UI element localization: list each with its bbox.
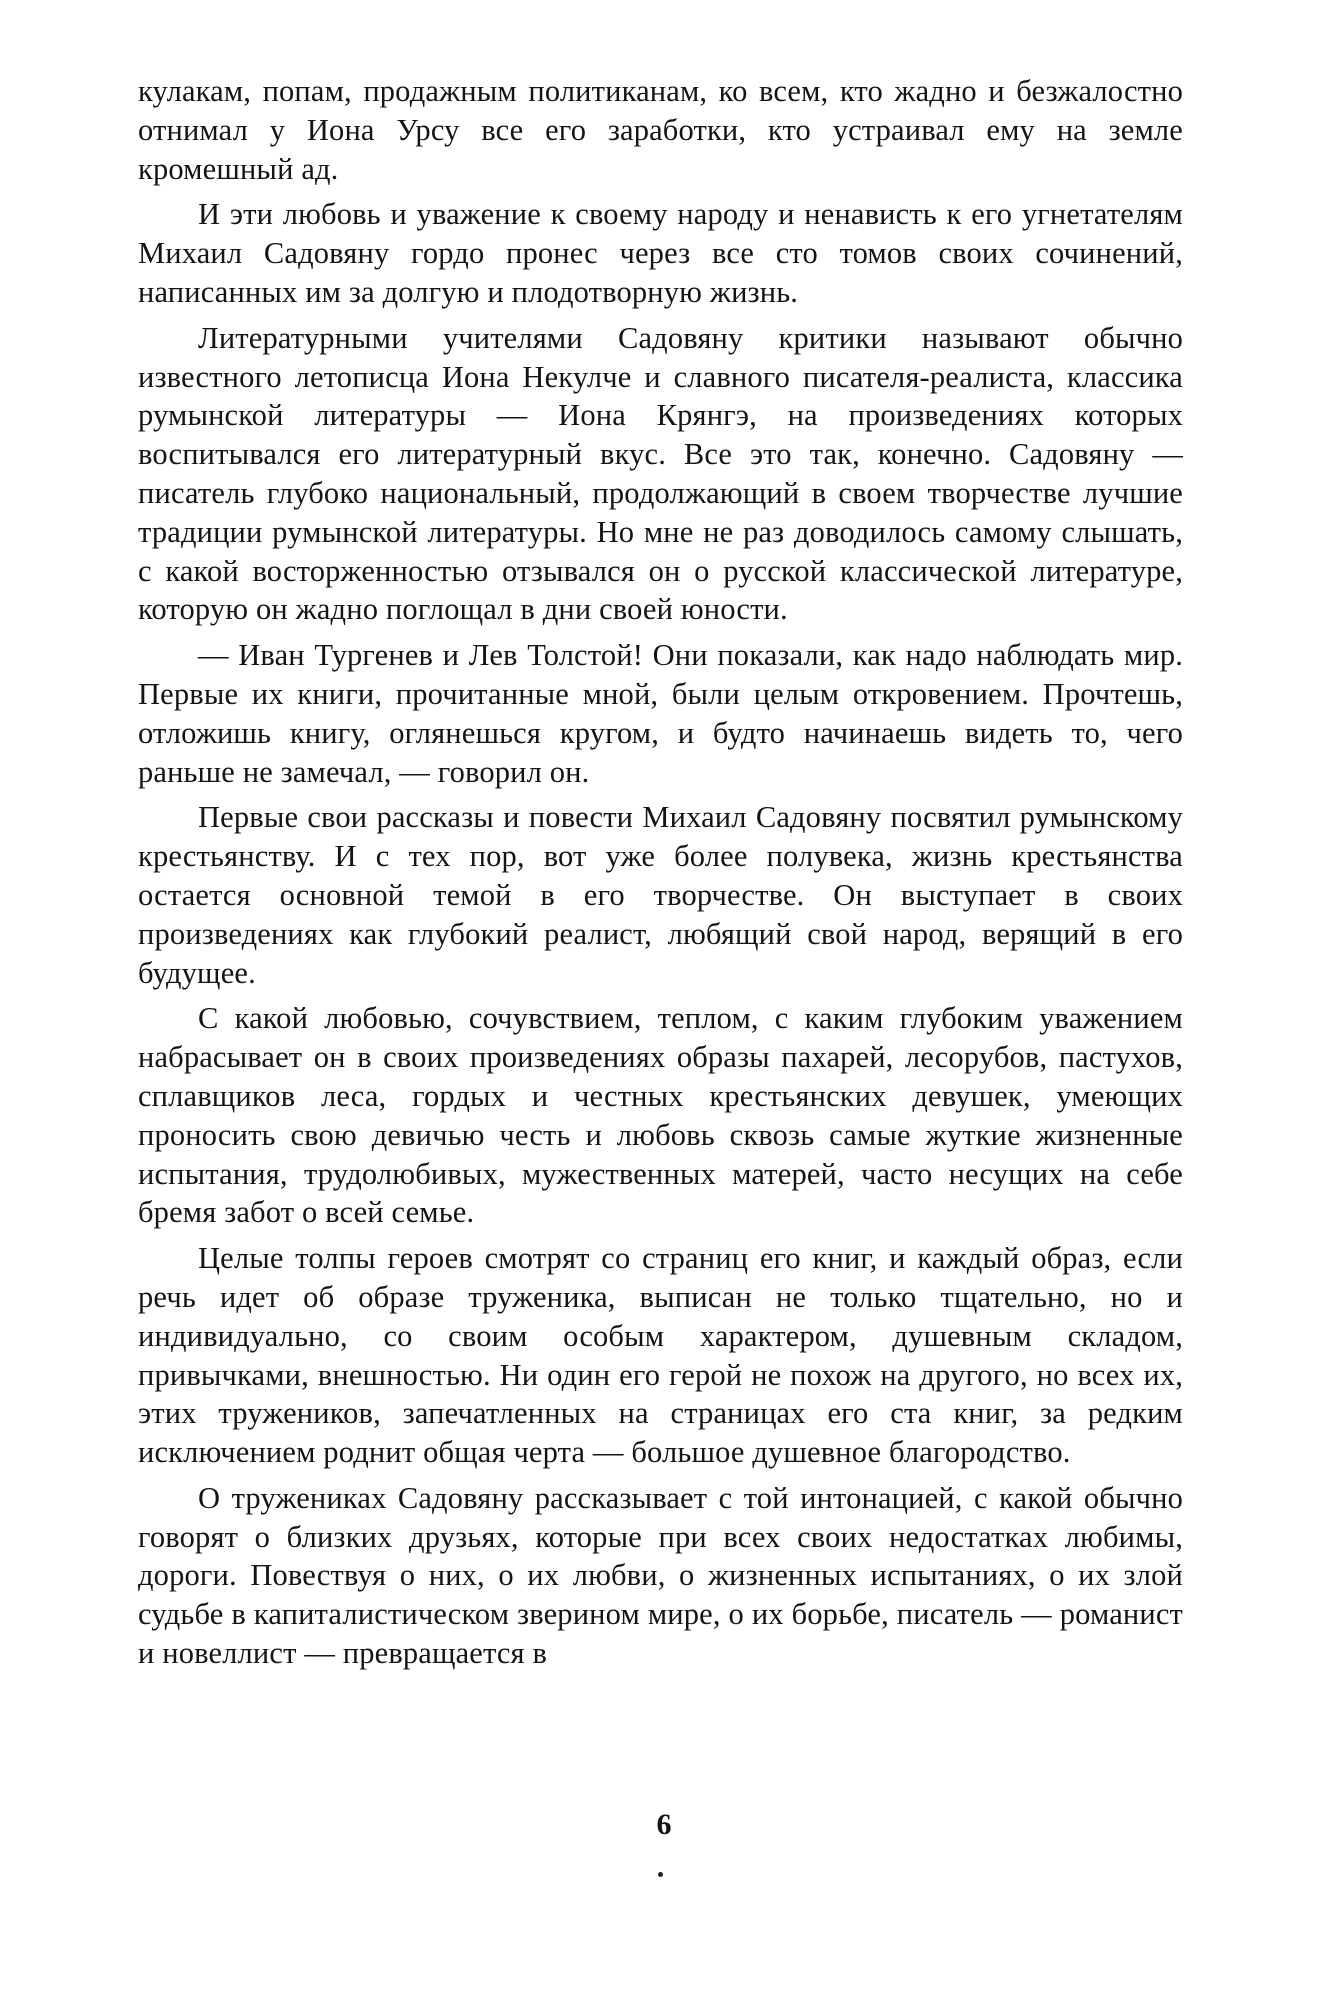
paragraph-1: кулакам, попам, продажным политиканам, ко всем, кто жадно и безжалостно отнимал у Иона Урсу все его заработки, кто устраивал ему на земле кромешный ад.: [138, 74, 1183, 186]
paragraph-5: Первые свои рассказы и повести Михаил Садовяну посвятил румынскому крестьянству. И с тех пор, вот уже более полувека, жизнь крестьянства остается основной темой в его творчестве. Он выступает в своих произведениях как глубокий реалист, любящий свой народ, верящий в его будущее.: [138, 800, 1183, 990]
page-number: 6: [656, 1808, 672, 1841]
paragraph-6: С какой любовью, сочувствием, теплом, с каким глубоким уважением набрасывает он в своих произведениях образы пахарей, лесорубов, пастухов, сплавщиков леса, гордых и честных крестьянских девушек, умеющих проносить свою девичью честь и любовь сквозь самые жуткие жизненные испытания, трудолюбивых, мужественных матерей, часто несущих на себе бремя забот о всей семье.: [138, 1001, 1183, 1230]
print-speck: [658, 1872, 663, 1877]
paragraph-4: — Иван Тургенев и Лев Толстой! Они показали, как надо наблюдать мир. Первые их книги, прочитанные мной, были целым откровением. Прочтешь, отложишь книгу, оглянешься кругом, и будто начинаешь видеть то, чего раньше не замечал, — говорил он.: [138, 638, 1183, 789]
paragraph-7: Целые толпы героев смотрят со страниц его книг, и каждый образ, если речь идет об образе труженика, выписан не только тщательно, но и индивидуально, со своим особым характером, душевным складом, привычками, внешностью. Ни один его герой не похож на другого, но всех их, этих тружеников, запечатленных на страницах его ста книг, за редким исключением роднит общая черта — большое душевное благородство.: [138, 1241, 1183, 1470]
page-body: [138, 72, 1183, 1673]
paragraph-8: О тружениках Садовяну рассказывает с той интонацией, с какой обычно говорят о близких друзьях, которые при всех своих недостатках любимы, дороги. Повествуя о них, о их любви, о жизненных испытаниях, о их злой судьбе в капиталистическом зверином мире, о их борьбе, писатель — романист и новеллист — превращается в: [138, 1480, 1183, 1671]
paragraph-3: Литературными учителями Садовяну критики называют обычно известного летописца Иона Некулче и славного писателя-реалиста, классика румынской литературы — Иона Крянгэ, на произведениях которых воспитывался его литературный вкус. Все это так, конечно. Садовяну — писатель глубоко национальный, продолжающий в своем творчестве лучшие традиции румынской литературы. Но мне не раз доводилось самому слышать, с какой восторженностью отзывался он о русской классической литературе, которую он жадно поглощал в дни своей юности.: [138, 320, 1183, 627]
paragraph-2: И эти любовь и уважение к своему народу и ненависть к его угнетателям Михаил Садовяну гордо пронес через все сто томов своих сочинений, написанных им за долгую и плодотворную жизнь.: [138, 197, 1183, 309]
